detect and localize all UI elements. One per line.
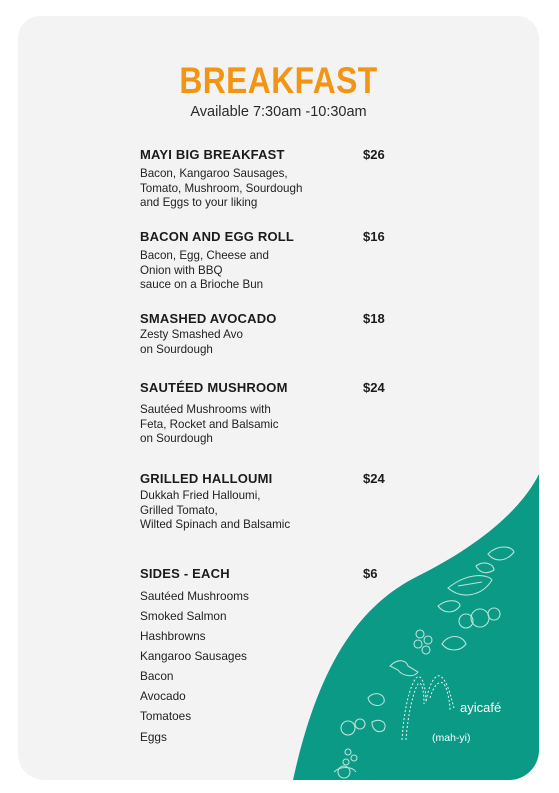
item-price: $24: [363, 471, 385, 486]
menu-item: [140, 147, 400, 211]
menu-item: [140, 380, 400, 447]
side-item: Kangaroo Sausages: [140, 649, 247, 663]
item-price: $16: [363, 229, 385, 244]
item-description: Sautéed Mushrooms with Feta, Rocket and Balsamic on Sourdough: [140, 403, 279, 446]
item-price: $26: [363, 147, 385, 162]
item-price: $24: [363, 380, 385, 395]
side-item: Hashbrowns: [140, 629, 206, 643]
brand-pronunciation: (mah-yi): [432, 732, 471, 744]
menu-card: [18, 16, 539, 780]
menu-availability: Available 7:30am -10:30am: [190, 104, 367, 120]
side-item: Tomatoes: [140, 709, 192, 723]
side-item: Avocado: [140, 689, 186, 703]
side-item: Sautéed Mushrooms: [140, 589, 249, 603]
side-item: Smoked Salmon: [140, 609, 227, 623]
sides-price: $6: [363, 566, 378, 581]
item-name: GRILLED HALLOUMI: [140, 471, 273, 486]
menu-item: [140, 311, 400, 357]
item-description: Zesty Smashed Avo on Sourdough: [140, 328, 243, 356]
sides-heading: SIDES - EACH: [140, 566, 230, 581]
brand-name: ayicafé: [460, 700, 502, 715]
menu-title: BREAKFAST: [179, 60, 378, 101]
item-name: SAUTÉED MUSHROOM: [140, 380, 288, 395]
menu-item: [140, 229, 400, 293]
side-item: Eggs: [140, 730, 167, 744]
side-item: Bacon: [140, 669, 174, 683]
item-name: SMASHED AVOCADO: [140, 311, 277, 326]
item-description: Dukkah Fried Halloumi, Grilled Tomato, Wilted Spinach and Balsamic: [140, 489, 291, 532]
item-description: Bacon, Egg, Cheese and Onion with BBQ sauce on a Brioche Bun: [140, 249, 269, 292]
item-price: $18: [363, 311, 385, 326]
item-description: Bacon, Kangaroo Sausages, Tomato, Mushroom, Sourdough and Eggs to your liking: [140, 167, 303, 210]
item-name: MAYI BIG BREAKFAST: [140, 147, 285, 162]
item-name: BACON AND EGG ROLL: [140, 229, 295, 244]
